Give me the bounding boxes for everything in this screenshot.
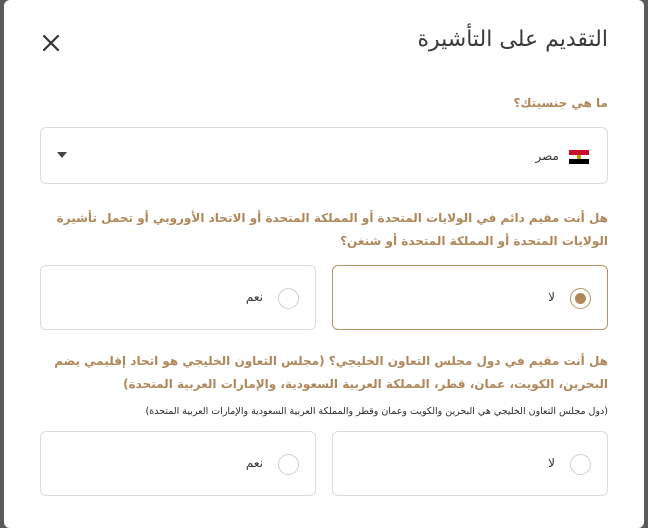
residency-option-yes[interactable] [40, 265, 316, 330]
option-label: لا [548, 290, 555, 304]
option-label: نعم [245, 456, 263, 470]
modal-header [4, 0, 644, 84]
option-label: لا [548, 456, 555, 470]
modal-title: التقديم على التأشيرة [417, 27, 608, 52]
option-label: نعم [245, 290, 263, 304]
nationality-select[interactable] [40, 127, 608, 184]
residency-question: هل أنت مقيم دائم في الولايات المتحدة أو المملكة المتحدة أو الاتحاد الأوروبي أو تحمل تأشيرة الولايات المتحدة أو المملكة المتحدة أو شنغن؟ [56, 211, 608, 248]
visa-application-modal [4, 0, 644, 528]
caret-down-icon [57, 152, 67, 158]
radio-button[interactable] [278, 288, 299, 309]
radio-button[interactable] [278, 454, 299, 475]
gcc-question: هل أنت مقيم في دول مجلس التعاون الخليجي؟ (مجلس التعاون الخليجي هو اتحاد إقليمي يضم البحرين، الكويت، عمان، قطر، المملكة العربية السعودية، والإمارات العربية المتحدة) [54, 354, 608, 391]
nationality-question: ما هي جنسيتك؟ [513, 96, 608, 110]
gcc-option-no[interactable] [332, 431, 608, 496]
close-icon [40, 32, 62, 54]
gcc-option-yes[interactable] [40, 431, 316, 496]
nationality-selected-value: مصر [535, 149, 559, 163]
egypt-flag-icon [569, 150, 589, 164]
radio-button[interactable] [570, 454, 591, 475]
gcc-note: (دول مجلس التعاون الخليجي هي البحرين والكويت وعمان وقطر والمملكة العربية السعودية والإمارات العربية المتحدة) [145, 406, 608, 417]
radio-button[interactable] [570, 288, 591, 309]
close-button[interactable] [40, 32, 62, 54]
residency-option-no[interactable] [332, 265, 608, 330]
radio-selected-dot [575, 293, 586, 304]
